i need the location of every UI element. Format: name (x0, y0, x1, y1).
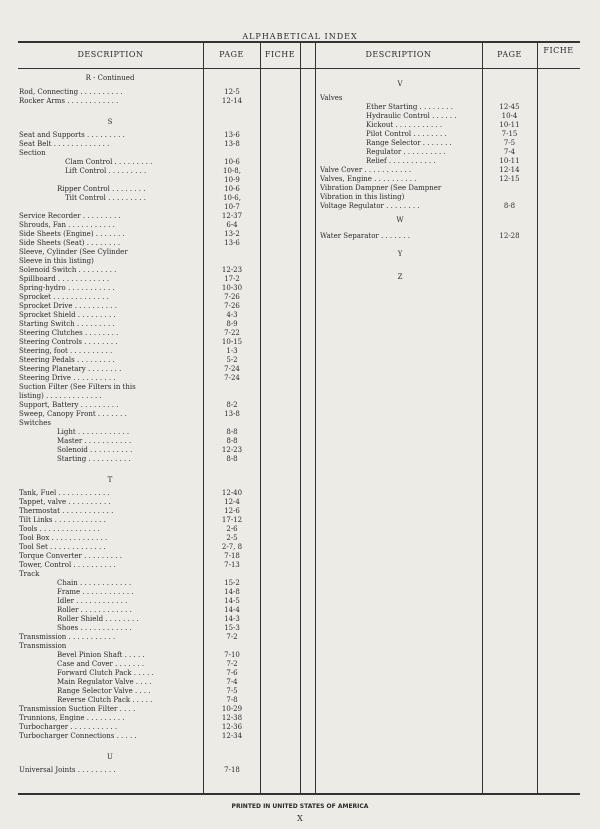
entry-description: Voltage Regulator . . . . . . . . (320, 202, 420, 210)
entry-description: Steering Pedals . . . . . . . . . (19, 356, 115, 364)
header-page-left: PAGE (219, 50, 244, 59)
index-table (18, 41, 580, 806)
entry-description: Steering Planetary . . . . . . . . (19, 365, 122, 373)
entry-description: Kickout . . . . . . . . . . . (366, 121, 443, 129)
entry-page: 6-4 (226, 221, 238, 229)
entry-description: Steering Drive . . . . . . . . . . (19, 374, 116, 382)
entry-page: 8-8 (226, 455, 238, 463)
entry-description: Turbocharger . . . . . . . . . . . (19, 723, 118, 731)
entry-description: Pilot Control . . . . . . . . (366, 130, 447, 138)
entry-page: 7-2 (226, 660, 238, 668)
section-letter: S (107, 118, 113, 126)
column-rule (260, 41, 261, 793)
entry-description: Sleeve, Cylinder (See Cylinder (19, 248, 128, 256)
entry-description: Spring-hydro . . . . . . . . . . . (19, 284, 115, 292)
entry-description: Tilt Links . . . . . . . . . . . . (19, 516, 106, 524)
entry-page: 7-18 (224, 766, 240, 774)
entry-page: 12-37 (221, 212, 243, 220)
entry-page: 10-9 (224, 176, 240, 184)
entry-page: 7-4 (503, 148, 516, 156)
entry-description: Sweep, Canopy Front . . . . . . . (19, 410, 127, 418)
entry-page: 13-2 (224, 230, 240, 238)
entry-page: 10-29 (221, 705, 243, 713)
header-fiche-left: FICHE (264, 50, 296, 59)
entry-description: Clam Control . . . . . . . . . (65, 158, 153, 166)
header-page-right: PAGE (497, 50, 522, 59)
entry-page: 8-9 (226, 320, 238, 328)
header-description-right: DESCRIPTION (365, 50, 432, 59)
entry-description: Tank, Fuel . . . . . . . . . . . . (19, 489, 110, 497)
entry-page: 10-6, (223, 194, 241, 202)
entry-description: Rocker Arms . . . . . . . . . . . . (19, 97, 119, 105)
entry-page: 12-23 (221, 266, 243, 274)
section-letter: W (396, 216, 404, 224)
entry-page: 12-38 (221, 714, 243, 722)
entry-description: Idler . . . . . . . . . . . . (57, 597, 128, 605)
entry-page: 17-12 (221, 516, 243, 524)
entry-description: Solenoid Switch . . . . . . . . . (19, 266, 117, 274)
entry-description: Light . . . . . . . . . . . . (57, 428, 130, 436)
entry-description: Tool Set . . . . . . . . . . . . . (19, 543, 106, 551)
entry-page: 5-2 (226, 356, 238, 364)
entry-page: 12-4 (224, 498, 240, 506)
entry-description: Frame . . . . . . . . . . . . (57, 588, 134, 596)
entry-page: 8-8 (226, 428, 238, 436)
entry-page: 7-18 (224, 552, 240, 560)
index-entry (19, 97, 260, 107)
entry-page: 10-30 (221, 284, 243, 292)
entry-description: Suction Filter (See Filters in this (19, 383, 136, 391)
entry-description: Bevel Pinion Shaft . . . . . (57, 651, 145, 659)
entry-description: Torque Converter . . . . . . . . . (19, 552, 122, 560)
entry-page: 8-8 (226, 437, 238, 445)
column-rule (537, 41, 538, 793)
index-entry (320, 202, 537, 212)
entry-description: Shoes . . . . . . . . . . . . (57, 624, 132, 632)
index-entry (19, 455, 260, 465)
entry-page: 15-2 (224, 579, 240, 587)
entry-description: Shrouds, Fan . . . . . . . . . . . (19, 221, 115, 229)
entry-page: 12-36 (221, 723, 243, 731)
entry-page: 4-3 (226, 311, 238, 319)
entry-description: Lift Control . . . . . . . . . (65, 167, 147, 175)
entry-description: Roller . . . . . . . . . . . . (57, 606, 132, 614)
entry-description: Valve Cover . . . . . . . . . . . (320, 166, 412, 174)
entry-description: Sleeve in this listing) (19, 257, 94, 265)
header-fiche-right: FICHE (543, 46, 574, 55)
entry-description: Switches (19, 419, 52, 427)
section-letter: Y (397, 250, 403, 258)
entry-description: Tappet, valve . . . . . . . . . . (19, 498, 111, 506)
entry-description: Water Separator . . . . . . . (320, 232, 410, 240)
column-rule (315, 41, 316, 793)
entry-description: Section (19, 149, 46, 157)
entry-description: Vibration in this listing) (320, 193, 405, 201)
page-title: ALPHABETICAL INDEX (242, 32, 358, 41)
entry-page: 7-5 (503, 139, 516, 147)
entry-page: 12-34 (221, 732, 243, 740)
entry-page: 2-7, 8 (221, 543, 243, 551)
entry-page: 14-3 (224, 615, 240, 623)
entry-description: Steering Clutches . . . . . . . . (19, 329, 119, 337)
entry-description: Transmission . . . . . . . . . . . (19, 633, 116, 641)
entry-page: 8-2 (226, 401, 238, 409)
entry-description: Steering, foot . . . . . . . . . . (19, 347, 113, 355)
entry-description: Solenoid . . . . . . . . . . (57, 446, 133, 454)
entry-page: 1-3 (226, 347, 238, 355)
entry-page: 13-8 (224, 410, 240, 418)
entry-page: 12-28 (499, 232, 520, 240)
entry-description: Steering Controls . . . . . . . . (19, 338, 118, 346)
entry-description: Thermostat . . . . . . . . . . . . (19, 507, 114, 515)
section-letter: U (107, 753, 113, 761)
entry-description: Chain . . . . . . . . . . . . (57, 579, 132, 587)
entry-description: Seat and Supports . . . . . . . . . (19, 131, 125, 139)
entry-page: 14-5 (224, 597, 240, 605)
entry-description: Vibration Dampner (See Dampner (320, 184, 442, 192)
entry-page: 14-4 (224, 606, 240, 614)
entry-page: 12-14 (499, 166, 520, 174)
entry-description: Range Selector . . . . . . . (366, 139, 452, 147)
entry-description: Rod, Connecting . . . . . . . . . . (19, 88, 123, 96)
entry-description: Case and Cover . . . . . . . (57, 660, 145, 668)
entry-description: Service Recorder . . . . . . . . . (19, 212, 121, 220)
table-bottom-rule (18, 793, 580, 795)
entry-description: Master . . . . . . . . . . . (57, 437, 132, 445)
entry-page: 13-6 (224, 239, 240, 247)
entry-page: 7-4 (226, 678, 238, 686)
entry-description: Main Regulator Valve . . . . (57, 678, 152, 686)
entry-page: 7-6 (226, 669, 238, 677)
entry-description: Valves (320, 94, 343, 102)
entry-description: Trunnions, Engine . . . . . . . . . (19, 714, 125, 722)
entry-description: Tower, Control . . . . . . . . . . (19, 561, 116, 569)
entry-description: Tilt Control . . . . . . . . . (65, 194, 146, 202)
entry-page: 12-15 (499, 175, 520, 183)
entry-page: 7-24 (224, 374, 240, 382)
entry-description: Sprocket Drive . . . . . . . . . . (19, 302, 117, 310)
entry-page: 12-5 (224, 88, 240, 96)
section-letter: Z (397, 273, 403, 281)
entry-description: Ether Starting . . . . . . . . (366, 103, 453, 111)
entry-page: 7-22 (224, 329, 240, 337)
entry-description: Reverse Clutch Pack . . . . . (57, 696, 153, 704)
entry-page: 7-26 (224, 302, 240, 310)
entry-page: 10-8, (223, 167, 241, 175)
entry-page: 7-13 (224, 561, 240, 569)
entry-page: 10-6 (224, 158, 240, 166)
entry-page: 10-7 (224, 203, 240, 211)
index-entry (320, 232, 537, 242)
entry-description: listing) . . . . . . . . . . . . . (19, 392, 102, 400)
entry-page: 12-40 (221, 489, 243, 497)
entry-page: 12-14 (221, 97, 243, 105)
entry-description: Sprocket Shield . . . . . . . . . (19, 311, 116, 319)
entry-description: Transmission Suction Filter . . . . (19, 705, 136, 713)
entry-page: 10-11 (499, 121, 520, 129)
entry-description: Ripper Control . . . . . . . . (57, 185, 146, 193)
entry-page: 7-26 (224, 293, 240, 301)
section-letter: V (397, 80, 403, 88)
entry-page: 7-5 (226, 687, 238, 695)
entry-page: 8-8 (503, 202, 516, 210)
entry-page: 14-8 (224, 588, 240, 596)
entry-description: Hydraulic Control . . . . . . (366, 112, 457, 120)
entry-description: Range Selector Valve . . . . (57, 687, 151, 695)
entry-page: 13-6 (224, 131, 240, 139)
entry-description: Universal Joints . . . . . . . . . (19, 766, 116, 774)
entry-description: Starting . . . . . . . . . . (57, 455, 131, 463)
header-rule (18, 68, 580, 69)
entry-description: Seat Belt . . . . . . . . . . . . . (19, 140, 110, 148)
entry-description: Valves, Engine . . . . . . . . . . (320, 175, 417, 183)
entry-description: Tool Box . . . . . . . . . . . . . (19, 534, 108, 542)
printed-footer: PRINTED IN UNITED STATES OF AMERICA (231, 803, 369, 810)
entry-page: 10-4 (501, 112, 518, 120)
entry-page: 12-6 (224, 507, 240, 515)
entry-description: Roller Shield . . . . . . . . (57, 615, 139, 623)
entry-page: 7-8 (226, 696, 238, 704)
entry-description: Support, Battery . . . . . . . . . (19, 401, 119, 409)
entry-description: Spillboard . . . . . . . . . . . . (19, 275, 110, 283)
entry-page: 10-6 (224, 185, 240, 193)
entry-description: Regulator . . . . . . . . . . (366, 148, 446, 156)
entry-page: 7-10 (224, 651, 240, 659)
entry-page: 17-2 (224, 275, 240, 283)
entry-description: Forward Clutch Pack . . . . . (57, 669, 154, 677)
index-entry (19, 732, 260, 742)
index-entry (19, 766, 260, 776)
page-number: X (297, 814, 303, 823)
entry-page: 7-2 (226, 633, 238, 641)
entry-page: 13-8 (224, 140, 240, 148)
entry-description: Sprocket . . . . . . . . . . . . . (19, 293, 109, 301)
entry-page: 10-15 (221, 338, 243, 346)
entry-page: 12-23 (221, 446, 243, 454)
entry-page: 7-15 (501, 130, 518, 138)
section-letter: T (107, 476, 113, 484)
entry-page: 15-3 (224, 624, 240, 632)
entry-description: Transmission (19, 642, 67, 650)
column-rule (300, 41, 301, 793)
entry-description: Turbocharger Connections . . . . . (19, 732, 137, 740)
entry-page: 10-11 (499, 157, 520, 165)
entry-description: Relief . . . . . . . . . . . (366, 157, 436, 165)
entry-page: 12-45 (499, 103, 520, 111)
entry-page: 2-5 (226, 534, 238, 542)
entry-description: Side Sheets (Engine) . . . . . . . (19, 230, 125, 238)
entry-page: 2-6 (226, 525, 238, 533)
entry-description: Side Sheets (Seat) . . . . . . . . (19, 239, 121, 247)
section-letter: R - Continued (85, 74, 135, 82)
entry-description: Track (19, 570, 40, 578)
entry-description: Starting Switch . . . . . . . . . (19, 320, 115, 328)
header-description-left: DESCRIPTION (77, 50, 144, 59)
entry-page: 7-24 (224, 365, 240, 373)
entry-description: Tools . . . . . . . . . . . . . . (19, 525, 100, 533)
